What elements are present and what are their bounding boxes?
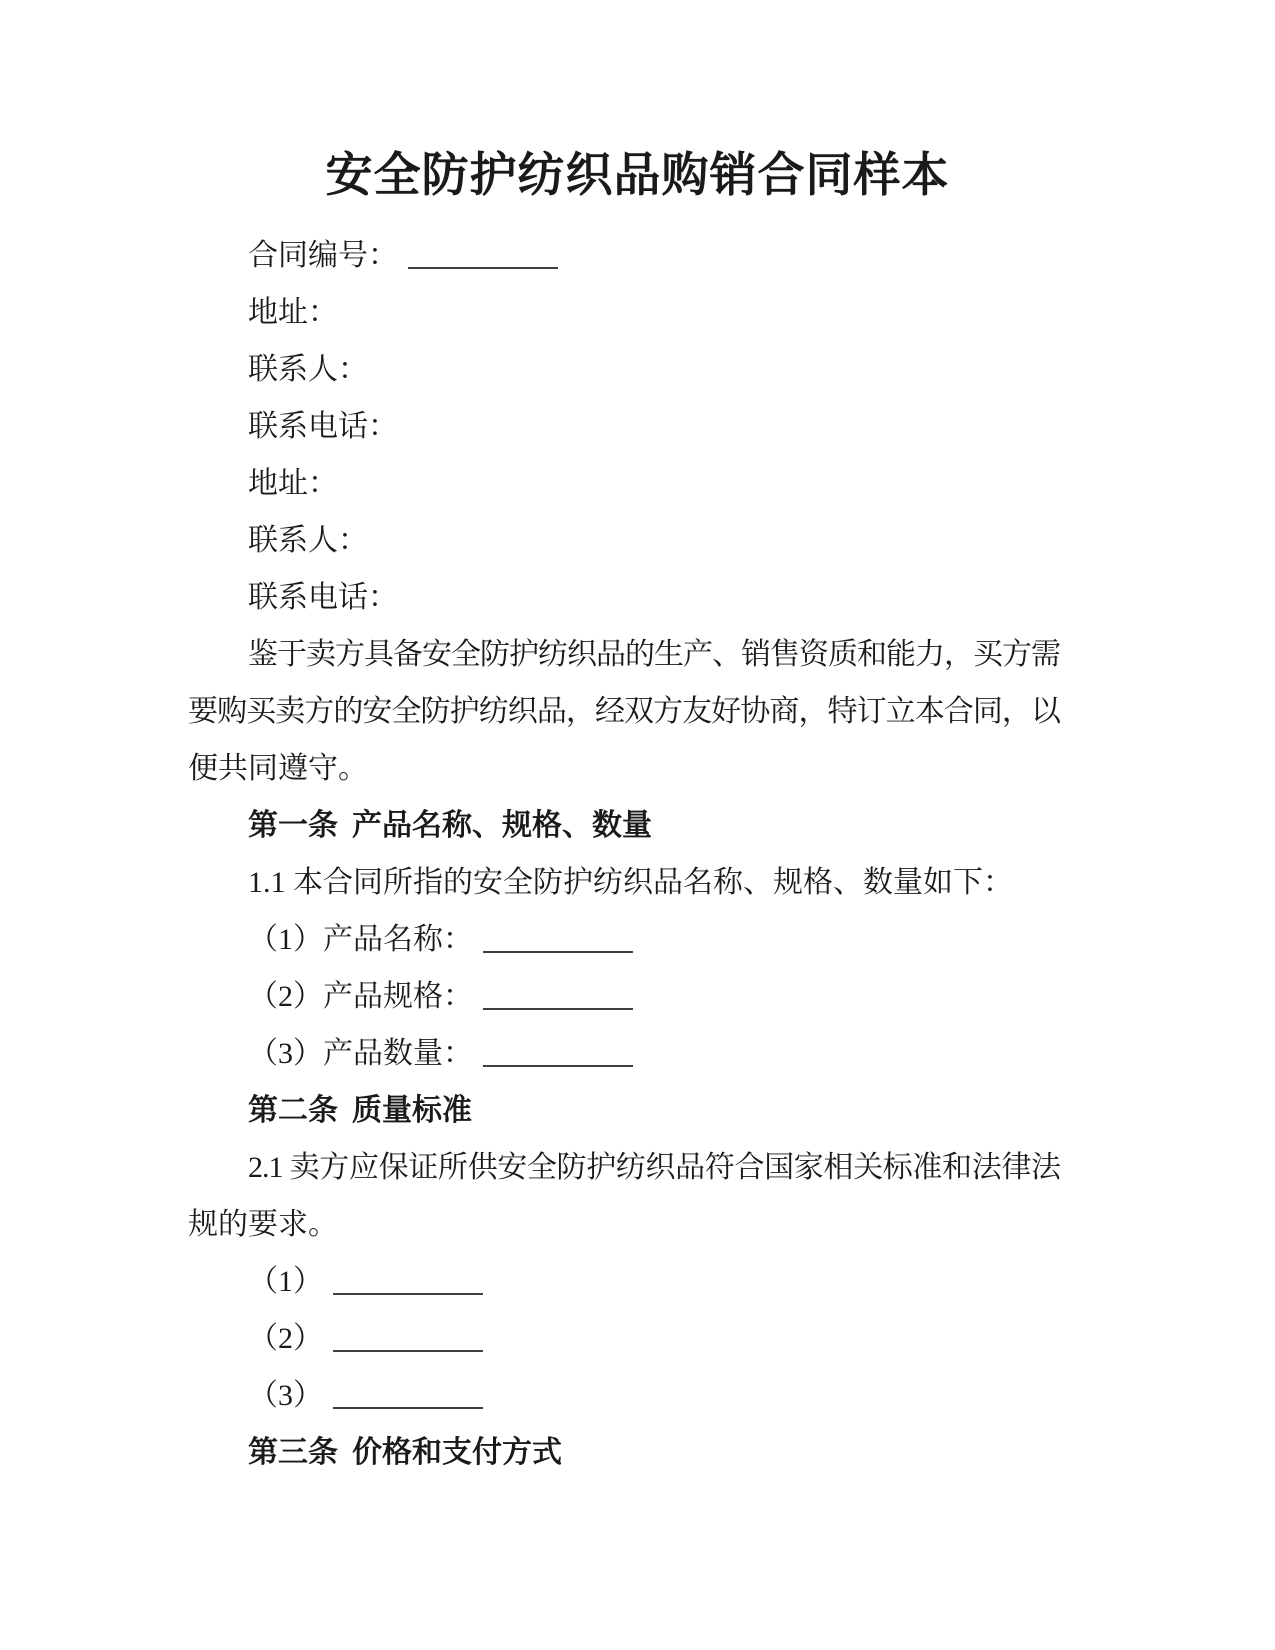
- address-label-2: 地址：: [248, 467, 338, 500]
- quality-item-3-label: （3）: [248, 1379, 323, 1412]
- section-2-heading: [188, 1082, 1060, 1139]
- quality-item-3-blank: [333, 1401, 483, 1409]
- quality-item-1-blank: [333, 1287, 483, 1295]
- contact-person-label-1: 联系人：: [248, 353, 368, 386]
- contract-number-line: [188, 227, 1060, 284]
- address-label-1: 地址：: [248, 296, 338, 329]
- product-name-blank: [483, 945, 633, 953]
- contact-person-line-2: [188, 512, 1060, 569]
- section-2-number: 第二条: [248, 1094, 338, 1127]
- preamble-line-3: 便共同遵守。: [188, 752, 368, 785]
- phone-line-1: [188, 398, 1060, 455]
- product-spec-label: （2）产品规格：: [248, 980, 473, 1013]
- section-3-title: 价格和支付方式: [352, 1436, 562, 1469]
- document-title: 安全防护纺织品购销合同样本: [325, 150, 950, 202]
- product-name-label: （1）产品名称：: [248, 923, 473, 956]
- product-quantity-label: （3）产品数量：: [248, 1037, 473, 1070]
- quality-item-1: [188, 1253, 1060, 1310]
- product-spec-item: [188, 968, 1060, 1025]
- quality-item-3: [188, 1367, 1060, 1424]
- product-spec-blank: [483, 1002, 633, 1010]
- section-2-title: 质量标准: [352, 1094, 472, 1127]
- quality-item-2-label: （2）: [248, 1322, 323, 1355]
- preamble-line-2: 要购买卖方的安全防护纺织品，经双方友好协商，特订立本合同，以: [188, 695, 1060, 728]
- quality-item-2: [188, 1310, 1060, 1367]
- section-3-heading: [188, 1424, 1060, 1481]
- section-1-number: 第一条: [248, 809, 338, 842]
- contract-number-blank: [408, 261, 558, 269]
- clause-1-1: 1.1 本合同所指的安全防护纺织品名称、规格、数量如下：: [248, 866, 1013, 899]
- section-3-number: 第三条: [248, 1436, 338, 1469]
- contract-number-label: 合同编号：: [248, 239, 398, 272]
- section-1-title: 产品名称、规格、数量: [352, 809, 652, 842]
- product-name-item: [188, 911, 1060, 968]
- contact-person-line-1: [188, 341, 1060, 398]
- contact-person-label-2: 联系人：: [248, 524, 368, 557]
- phone-line-2: [188, 569, 1060, 626]
- clause-2-1-line-2: 规的要求。: [188, 1208, 338, 1241]
- phone-label-2: 联系电话：: [248, 581, 398, 614]
- quality-item-1-label: （1）: [248, 1265, 323, 1298]
- clause-2-1-line-1: 2.1 卖方应保证所供安全防护纺织品符合国家相关标准和法律法: [248, 1151, 1060, 1184]
- quality-item-2-blank: [333, 1344, 483, 1352]
- address-line-1: [188, 284, 1060, 341]
- document-body: [188, 227, 1060, 1481]
- preamble-line-1: 鉴于卖方具备安全防护纺织品的生产、销售资质和能力，买方需: [248, 638, 1060, 671]
- address-line-2: [188, 455, 1060, 512]
- phone-label-1: 联系电话：: [248, 410, 398, 443]
- product-quantity-blank: [483, 1059, 633, 1067]
- section-1-heading: [188, 797, 1060, 854]
- product-quantity-item: [188, 1025, 1060, 1082]
